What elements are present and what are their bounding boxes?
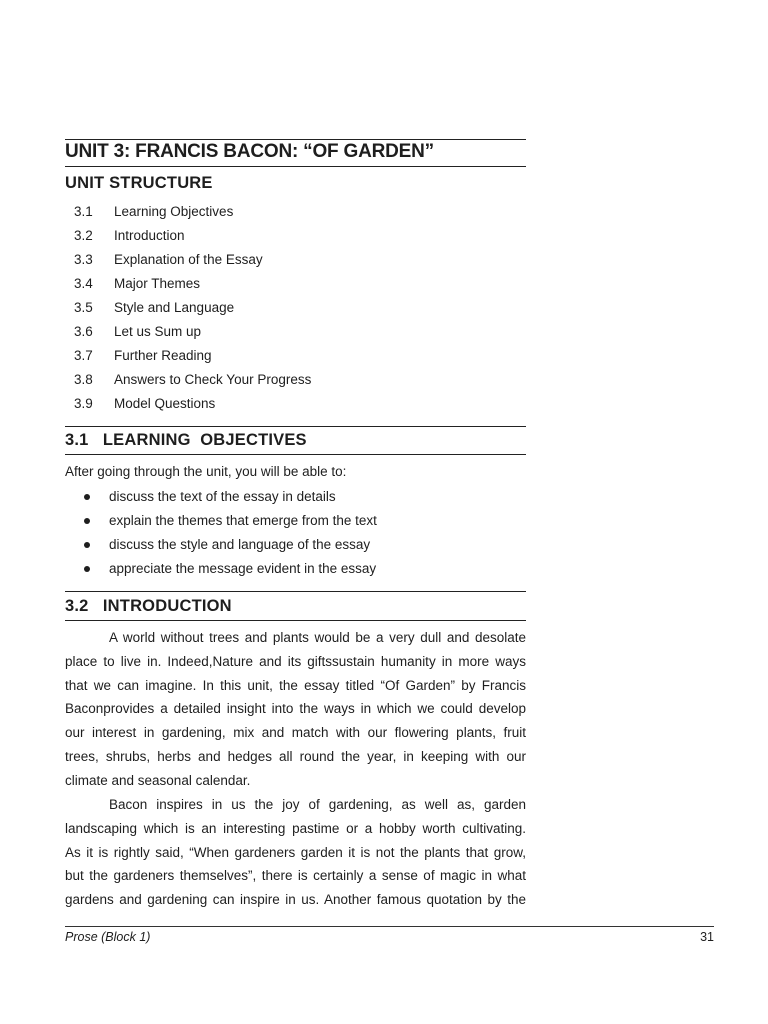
introduction-rule-top: [65, 591, 526, 592]
objective-text: discuss the style and language of the essay: [109, 537, 371, 552]
objectives-intro: After going through the unit, you will be able to:: [65, 464, 347, 479]
introduction-paragraph-1: [65, 626, 526, 793]
objective-text: discuss the text of the essay in details: [109, 489, 336, 504]
footer-rule: [65, 926, 714, 927]
paragraph-line: that we can imagine. In this unit, the essay titled “Of Garden” by Francis: [65, 677, 526, 693]
structure-item-number: 3.6: [74, 324, 93, 339]
paragraph-line: Bacon inspires in us the joy of gardening, as well as, garden: [109, 797, 526, 812]
structure-item-number: 3.4: [74, 276, 93, 291]
title-rule-bottom: [65, 166, 526, 167]
paragraph-line: A world without trees and plants would be a very dull and desolate: [109, 630, 526, 645]
paragraph-line: trees, shrubs, herbs and hedges all round the year, in keeping with our: [65, 748, 526, 764]
paragraph-line: our interest in gardening, mix and match with our flowering plants, fruit: [65, 725, 526, 741]
page-number: 31: [700, 930, 714, 944]
structure-item-number: 3.8: [74, 372, 93, 387]
structure-item-label: Model Questions: [114, 396, 216, 411]
unit-structure-heading: UNIT STRUCTURE: [65, 174, 213, 192]
objectives-rule-bottom: [65, 454, 526, 455]
structure-item-number: 3.3: [74, 252, 93, 267]
structure-item-label: Introduction: [114, 228, 185, 243]
introduction-rule-bottom: [65, 620, 526, 621]
structure-item-label: Style and Language: [114, 300, 235, 315]
structure-item-label: Further Reading: [114, 348, 212, 363]
structure-item-number: 3.7: [74, 348, 93, 363]
paragraph-line: As it is rightly said, “When gardeners garden it is not the plants that grow,: [65, 844, 526, 860]
footer-book-title: Prose (Block 1): [65, 930, 151, 944]
structure-item-number: 3.2: [74, 228, 93, 243]
structure-item-number: 3.9: [74, 396, 93, 411]
objective-text: appreciate the message evident in the essay: [109, 561, 377, 576]
bullet-dot-icon: [84, 494, 90, 500]
paragraph-line: Baconprovides a detailed insight into the ways in which we could develop: [65, 701, 526, 717]
learning-objectives-heading: 3.1 LEARNING OBJECTIVES: [65, 431, 307, 449]
introduction-heading: 3.2 INTRODUCTION: [65, 597, 232, 615]
paragraph-line: landscaping which is an interesting pastime or a hobby worth cultivating.: [65, 820, 526, 836]
bullet-dot-icon: [84, 518, 90, 524]
objectives-rule-top: [65, 426, 526, 427]
structure-item-label: Major Themes: [114, 276, 201, 291]
unit-title: UNIT 3: FRANCIS BACON: “OF GARDEN”: [65, 141, 434, 162]
paragraph-line: but the gardeners themselves”, there is certainly a sense of magic in what: [65, 868, 526, 884]
paragraph-line: gardens and gardening can inspire in us. Another famous quotation by the: [65, 892, 526, 908]
structure-item-number: 3.1: [74, 204, 93, 219]
bullet-dot-icon: [84, 566, 90, 572]
structure-item-label: Answers to Check Your Progress: [114, 372, 312, 387]
structure-item-label: Explanation of the Essay: [114, 252, 263, 267]
paragraph-line: place to live in. Indeed,Nature and its giftssustain humanity in more ways: [65, 653, 526, 669]
introduction-paragraph-2: [65, 793, 526, 912]
structure-item-label: Let us Sum up: [114, 324, 202, 339]
structure-item-number: 3.5: [74, 300, 93, 315]
bullet-dot-icon: [84, 542, 90, 548]
objective-text: explain the themes that emerge from the text: [109, 513, 377, 528]
structure-item-label: Learning Objectives: [114, 204, 234, 219]
paragraph-line: climate and seasonal calendar.: [65, 772, 251, 788]
